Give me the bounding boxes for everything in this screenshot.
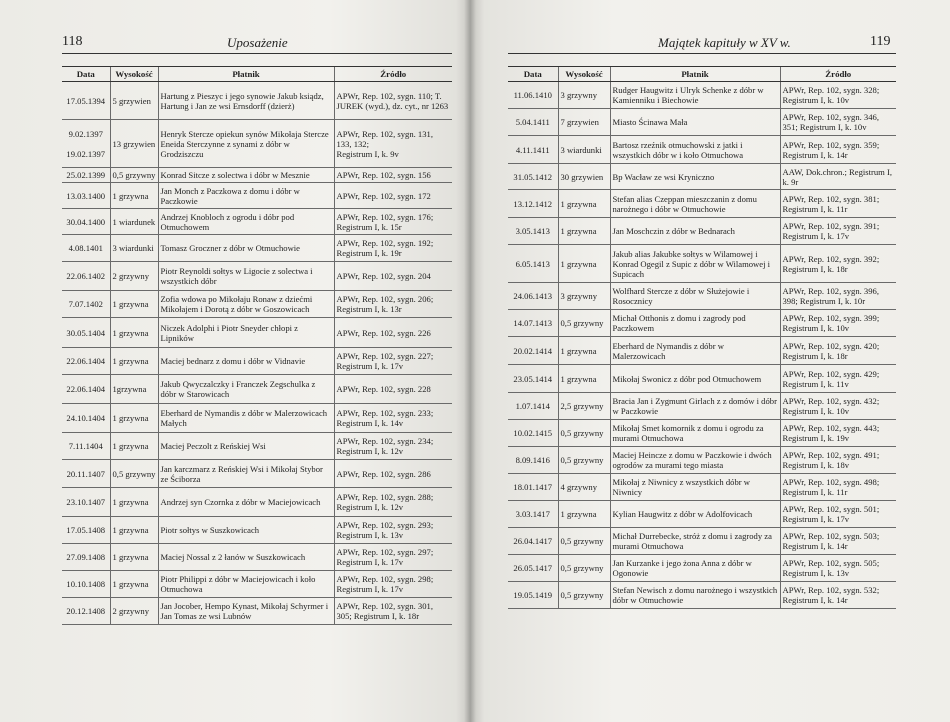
payer-cell: Stefan Newisch z domu narożnego i wszystkich dóbr w Otmuchowie xyxy=(610,582,780,609)
table-row xyxy=(508,218,896,245)
payer-cell: Zofia wdowa po Mikołaju Ronaw z dziećmi Mikołajem i Dorotą z dóbr w Goszowicach xyxy=(158,291,334,318)
date-cell: 9.02.1397 19.02.1397 xyxy=(62,120,110,168)
payer-cell: Maciej Nossal z 2 łanów w Suszkowicach xyxy=(158,544,334,571)
amount-cell: 1 grzywna xyxy=(110,291,158,318)
source-cell: APWr, Rep. 102, sygn. 176; Registrum I, k. 15r xyxy=(334,209,452,235)
date-cell: 6.05.1413 xyxy=(508,245,558,283)
payer-cell: Andrzej syn Czornka z dóbr w Maciejowicach xyxy=(158,488,334,517)
column-header-amount: Wysokość xyxy=(110,67,158,82)
date-cell: 22.06.1404 xyxy=(62,348,110,375)
date-cell: 30.04.1400 xyxy=(62,209,110,235)
source-cell: APWr, Rep. 102, sygn. 392; Registrum I, k. 18r xyxy=(780,245,896,283)
source-cell: APWr, Rep. 102, sygn. 301, 305; Registrum I, k. 18r xyxy=(334,598,452,625)
column-header-amount: Wysokość xyxy=(558,67,610,82)
source-cell: APWr, Rep. 102, sygn. 346, 351; Registrum I, k. 10v xyxy=(780,109,896,136)
date-cell: 4.11.1411 xyxy=(508,136,558,164)
amount-cell: 0,5 grzywny xyxy=(110,168,158,183)
payer-cell: Piotr Reynoldi sołtys w Ligocie z solectwa i wszystkich dóbr xyxy=(158,262,334,291)
table-row xyxy=(508,447,896,474)
amount-cell: 2 grzywny xyxy=(110,598,158,625)
source-cell: APWr, Rep. 102, sygn. 286 xyxy=(334,460,452,488)
date-cell: 10.10.1408 xyxy=(62,571,110,598)
amount-cell: 2,5 grzywny xyxy=(558,393,610,420)
table-row xyxy=(508,501,896,528)
amount-cell: 0,5 grzywny xyxy=(558,582,610,609)
header-rule xyxy=(508,53,896,54)
left-page-header xyxy=(62,34,452,52)
amount-cell: 5 grzywien xyxy=(110,82,158,120)
payer-cell: Henryk Stercze opiekun synów Mikołaja Stercze Eneida Sterczynne z synami z dóbr w Grodziszczu xyxy=(158,120,334,168)
payer-cell: Bp Wacław ze wsi Kryniczno xyxy=(610,164,780,190)
payer-cell: Jakub Qwyczalczky i Franczek Zegschulka z dóbr w Starowicach xyxy=(158,375,334,404)
amount-cell: 1 grzywna xyxy=(110,488,158,517)
date-cell: 20.12.1408 xyxy=(62,598,110,625)
amount-cell: 0,5 grzywny xyxy=(558,528,610,555)
payer-cell: Michał Otthonis z domu i zagrody pod Paczkowem xyxy=(610,310,780,337)
amount-cell: 3 grzywny xyxy=(558,283,610,310)
right-page xyxy=(470,0,950,722)
date-cell: 19.05.1419 xyxy=(508,582,558,609)
source-cell: APWr, Rep. 102, sygn. 381; Registrum I, k. 11r xyxy=(780,190,896,218)
payer-cell: Stefan alias Czeppan mieszczanin z domu narożnego i dóbr w Otmuchowie xyxy=(610,190,780,218)
running-title: Uposażenie xyxy=(227,35,288,50)
date-cell: 22.06.1402 xyxy=(62,262,110,291)
amount-cell: 1 grzywna xyxy=(558,218,610,245)
right-page-header xyxy=(508,34,896,52)
table-row xyxy=(508,337,896,365)
header-rule xyxy=(62,53,452,54)
date-cell: 4.08.1401 xyxy=(62,235,110,262)
source-cell: APWr, Rep. 102, sygn. 429; Registrum I, k. 11v xyxy=(780,365,896,393)
date-cell: 11.06.1410 xyxy=(508,82,558,109)
payer-cell: Wolfhard Stercze z dóbr w Służejowie i Rosocznicy xyxy=(610,283,780,310)
amount-cell: 7 grzywien xyxy=(558,109,610,136)
amount-cell: 3 wiardunki xyxy=(110,235,158,262)
source-cell: AAW, Dok.chron.; Registrum I, k. 9r xyxy=(780,164,896,190)
source-cell: APWr, Rep. 102, sygn. 328; Registrum I, k. 10v xyxy=(780,82,896,109)
table-row xyxy=(508,283,896,310)
table-row xyxy=(508,528,896,555)
source-cell: APWr, Rep. 102, sygn. 505; Registrum I, k. 13v xyxy=(780,555,896,582)
table-row xyxy=(62,183,452,209)
table-row xyxy=(62,544,452,571)
source-cell: APWr, Rep. 102, sygn. 532; Registrum I, k. 14r xyxy=(780,582,896,609)
source-cell: APWr, Rep. 102, sygn. 396, 398; Registrum I, k. 10r xyxy=(780,283,896,310)
source-cell: APWr, Rep. 102, sygn. 297; Registrum I, k. 17v xyxy=(334,544,452,571)
payer-cell: Bartosz rzeźnik otmuchowski z jatki i wszystkich dóbr w i koło Otmuchowa xyxy=(610,136,780,164)
payer-cell: Eberhard de Nymandis z dóbr w Malerzowicach Małych xyxy=(158,404,334,433)
table-row xyxy=(508,555,896,582)
amount-cell: 1 grzywna xyxy=(110,544,158,571)
amount-cell: 3 wiardunki xyxy=(558,136,610,164)
amount-cell: 30 grzywien xyxy=(558,164,610,190)
date-cell: 14.07.1413 xyxy=(508,310,558,337)
date-cell: 24.06.1413 xyxy=(508,283,558,310)
amount-cell: 1 grzywna xyxy=(110,571,158,598)
table-header-row xyxy=(62,67,452,82)
amount-cell: 1 grzywna xyxy=(110,517,158,544)
payer-cell: Jan karczmarz z Reńskiej Wsi i Mikołaj Stybor ze Ściborza xyxy=(158,460,334,488)
book-gutter xyxy=(464,0,476,722)
amount-cell: 1 grzywna xyxy=(558,501,610,528)
payer-cell: Rudger Haugwitz i Ulryk Schenke z dóbr w Kamienniku i Biechowie xyxy=(610,82,780,109)
table-row xyxy=(62,404,452,433)
table-row xyxy=(508,164,896,190)
date-cell: 20.02.1414 xyxy=(508,337,558,365)
payer-cell: Maciej bednarz z domu i dóbr w Vidnavie xyxy=(158,348,334,375)
date-cell: 30.05.1404 xyxy=(62,318,110,348)
column-header-source: Źródło xyxy=(780,67,896,82)
date-cell: 27.09.1408 xyxy=(62,544,110,571)
payer-cell: Konrad Sitcze z solectwa i dóbr w Mesznie xyxy=(158,168,334,183)
table-row xyxy=(508,474,896,501)
date-cell: 23.05.1414 xyxy=(508,365,558,393)
amount-cell: 1 grzywna xyxy=(558,365,610,393)
date-cell: 26.05.1417 xyxy=(508,555,558,582)
date-cell: 31.05.1412 xyxy=(508,164,558,190)
table-row xyxy=(62,375,452,404)
source-cell: APWr, Rep. 102, sygn. 391; Registrum I, k. 17v xyxy=(780,218,896,245)
amount-cell: 13 grzywien xyxy=(110,120,158,168)
table-row xyxy=(62,168,452,183)
amount-cell: 0,5 grzywny xyxy=(558,555,610,582)
date-cell: 8.09.1416 xyxy=(508,447,558,474)
date-cell: 1.07.1414 xyxy=(508,393,558,420)
amount-cell: 1 grzywna xyxy=(110,404,158,433)
source-cell: APWr, Rep. 102, sygn. 498; Registrum I, k. 11r xyxy=(780,474,896,501)
source-cell: APWr, Rep. 102, sygn. 234; Registrum I, k. 12v xyxy=(334,433,452,460)
date-cell: 3.05.1413 xyxy=(508,218,558,245)
payer-cell: Kylian Haugwitz z dóbr w Adolfovicach xyxy=(610,501,780,528)
payer-cell: Bracia Jan i Zygmunt Girlach z z domów i dóbr w Paczkowie xyxy=(610,393,780,420)
column-header-date: Data xyxy=(62,67,110,82)
table-row xyxy=(62,571,452,598)
table-row xyxy=(508,393,896,420)
payer-cell: Mikołaj z Niwnicy z wszystkich dóbr w Niwnicy xyxy=(610,474,780,501)
payer-cell: Michał Durrebecke, stróż z domu i zagrody za murami Otmuchowa xyxy=(610,528,780,555)
table-header-row xyxy=(508,67,896,82)
amount-cell: 3 grzywny xyxy=(558,82,610,109)
source-cell: APWr, Rep. 102, sygn. 443; Registrum I, k. 19v xyxy=(780,420,896,447)
payer-cell: Maciej Heincze z domu w Paczkowie i dwóch ogrodów za murami tego miasta xyxy=(610,447,780,474)
table-row xyxy=(62,517,452,544)
table-row xyxy=(62,291,452,318)
amount-cell: 0,5 grzywny xyxy=(110,460,158,488)
source-cell: APWr, Rep. 102, sygn. 298; Registrum I, k. 17v xyxy=(334,571,452,598)
payer-cell: Tomasz Groczner z dóbr w Otmuchowie xyxy=(158,235,334,262)
payer-cell: Piotr sołtys w Suszkowicach xyxy=(158,517,334,544)
source-cell: APWr, Rep. 102, sygn. 359; Registrum I, k. 14r xyxy=(780,136,896,164)
date-cell: 10.02.1415 xyxy=(508,420,558,447)
payer-cell: Mikołaj Swonicz z dóbr pod Otmuchowem xyxy=(610,365,780,393)
table-row xyxy=(508,365,896,393)
source-cell: APWr, Rep. 102, sygn. 131, 133, 132; Registrum I, k. 9v xyxy=(334,120,452,168)
payer-cell: Jakub alias Jakubke sołtys w Wilamowej i Konrad Ogegil z Supic z dóbr w Wilamowej i Supicach xyxy=(610,245,780,283)
amount-cell: 0,5 grzywny xyxy=(558,447,610,474)
date-cell: 18.01.1417 xyxy=(508,474,558,501)
payer-cell: Hartung z Pieszyc i jego synowie Jakub ksiądz, Hartung i Jan ze wsi Ernsdorff (dzierż) xyxy=(158,82,334,120)
amount-cell: 1 grzywna xyxy=(558,337,610,365)
amount-cell: 2 grzywny xyxy=(110,262,158,291)
page-number: 118 xyxy=(62,34,83,49)
amount-cell: 0,5 grzywny xyxy=(558,420,610,447)
date-cell: 13.03.1400 xyxy=(62,183,110,209)
date-cell: 24.10.1404 xyxy=(62,404,110,433)
payer-cell: Jan Monch z Paczkowa z domu i dóbr w Paczkowie xyxy=(158,183,334,209)
table-row xyxy=(62,82,452,120)
amount-cell: 1 grzywna xyxy=(110,183,158,209)
date-cell: 17.05.1408 xyxy=(62,517,110,544)
right-page-table xyxy=(508,66,896,609)
source-cell: APWr, Rep. 102, sygn. 420; Registrum I, k. 18r xyxy=(780,337,896,365)
payer-cell: Jan Jocober, Hempo Kynast, Mikołaj Schyrmer i Jan Tomas ze wsi Lubnów xyxy=(158,598,334,625)
payer-cell: Eberhard de Nymandis z dóbr w Malerzowicach xyxy=(610,337,780,365)
date-cell: 5.04.1411 xyxy=(508,109,558,136)
page-number: 119 xyxy=(870,34,891,49)
column-header-payer: Płatnik xyxy=(158,67,334,82)
table-row xyxy=(62,262,452,291)
left-page xyxy=(0,0,470,722)
source-cell: APWr, Rep. 102, sygn. 204 xyxy=(334,262,452,291)
date-cell: 26.04.1417 xyxy=(508,528,558,555)
table-row xyxy=(62,120,452,168)
table-row xyxy=(508,582,896,609)
column-header-payer: Płatnik xyxy=(610,67,780,82)
date-cell: 20.11.1407 xyxy=(62,460,110,488)
amount-cell: 1grzywna xyxy=(110,375,158,404)
source-cell: APWr, Rep. 102, sygn. 228 xyxy=(334,375,452,404)
date-cell: 25.02.1399 xyxy=(62,168,110,183)
source-cell: APWr, Rep. 102, sygn. 503; Registrum I, k. 14r xyxy=(780,528,896,555)
source-cell: APWr, Rep. 102, sygn. 172 xyxy=(334,183,452,209)
source-cell: APWr, Rep. 102, sygn. 399; Registrum I, k. 10v xyxy=(780,310,896,337)
payer-cell: Niczek Adolphi i Piotr Sneyder chłopi z Lipników xyxy=(158,318,334,348)
date-cell: 22.06.1404 xyxy=(62,375,110,404)
source-cell: APWr, Rep. 102, sygn. 293; Registrum I, k. 13v xyxy=(334,517,452,544)
table-row xyxy=(508,420,896,447)
date-cell: 23.10.1407 xyxy=(62,488,110,517)
payer-cell: Mikołaj Smet komornik z domu i ogrodu za murami Otmuchowa xyxy=(610,420,780,447)
left-page-table xyxy=(62,66,452,625)
amount-cell: 1 grzywna xyxy=(558,190,610,218)
table-row xyxy=(508,82,896,109)
source-cell: APWr, Rep. 102, sygn. 501; Registrum I, k. 17v xyxy=(780,501,896,528)
date-cell: 7.07.1402 xyxy=(62,291,110,318)
table-row xyxy=(62,460,452,488)
amount-cell: 4 grzywny xyxy=(558,474,610,501)
date-cell: 7.11.1404 xyxy=(62,433,110,460)
source-cell: APWr, Rep. 102, sygn. 110; T. JUREK (wyd.), dz. cyt., nr 1263 xyxy=(334,82,452,120)
source-cell: APWr, Rep. 102, sygn. 233; Registrum I, k. 14v xyxy=(334,404,452,433)
source-cell: APWr, Rep. 102, sygn. 227; Registrum I, k. 17v xyxy=(334,348,452,375)
table-row xyxy=(62,318,452,348)
amount-cell: 1 grzywna xyxy=(110,433,158,460)
table-row xyxy=(62,209,452,235)
payer-cell: Maciej Peczolt z Reńskiej Wsi xyxy=(158,433,334,460)
table-row xyxy=(508,190,896,218)
table-row xyxy=(508,136,896,164)
payer-cell: Jan Moschczin z dóbr w Bednarach xyxy=(610,218,780,245)
source-cell: APWr, Rep. 102, sygn. 432; Registrum I, k. 10v xyxy=(780,393,896,420)
source-cell: APWr, Rep. 102, sygn. 156 xyxy=(334,168,452,183)
payer-cell: Andrzej Knobloch z ogrodu i dóbr pod Otmuchowem xyxy=(158,209,334,235)
table-row xyxy=(62,598,452,625)
payer-cell: Jan Kurzanke i jego żona Anna z dóbr w Ogonowie xyxy=(610,555,780,582)
table-row xyxy=(508,245,896,283)
payer-cell: Piotr Philippi z dóbr w Maciejowicach i koło Otmuchowa xyxy=(158,571,334,598)
table-row xyxy=(62,488,452,517)
source-cell: APWr, Rep. 102, sygn. 491; Registrum I, k. 18v xyxy=(780,447,896,474)
amount-cell: 1 grzywna xyxy=(558,245,610,283)
amount-cell: 1 wiardunek xyxy=(110,209,158,235)
source-cell: APWr, Rep. 102, sygn. 288; Registrum I, k. 12v xyxy=(334,488,452,517)
payer-cell: Miasto Ścinawa Mała xyxy=(610,109,780,136)
amount-cell: 1 grzywna xyxy=(110,318,158,348)
column-header-date: Data xyxy=(508,67,558,82)
date-cell: 13.12.1412 xyxy=(508,190,558,218)
column-header-source: Źródło xyxy=(334,67,452,82)
date-cell: 3.03.1417 xyxy=(508,501,558,528)
table-row xyxy=(62,235,452,262)
source-cell: APWr, Rep. 102, sygn. 192; Registrum I, k. 19r xyxy=(334,235,452,262)
table-row xyxy=(62,348,452,375)
table-row xyxy=(62,433,452,460)
source-cell: APWr, Rep. 102, sygn. 206; Registrum I, k. 13r xyxy=(334,291,452,318)
table-row xyxy=(508,109,896,136)
amount-cell: 1 grzywna xyxy=(110,348,158,375)
source-cell: APWr, Rep. 102, sygn. 226 xyxy=(334,318,452,348)
amount-cell: 0,5 grzywny xyxy=(558,310,610,337)
table-row xyxy=(508,310,896,337)
running-title: Majątek kapituły w XV w. xyxy=(658,35,791,50)
date-cell: 17.05.1394 xyxy=(62,82,110,120)
